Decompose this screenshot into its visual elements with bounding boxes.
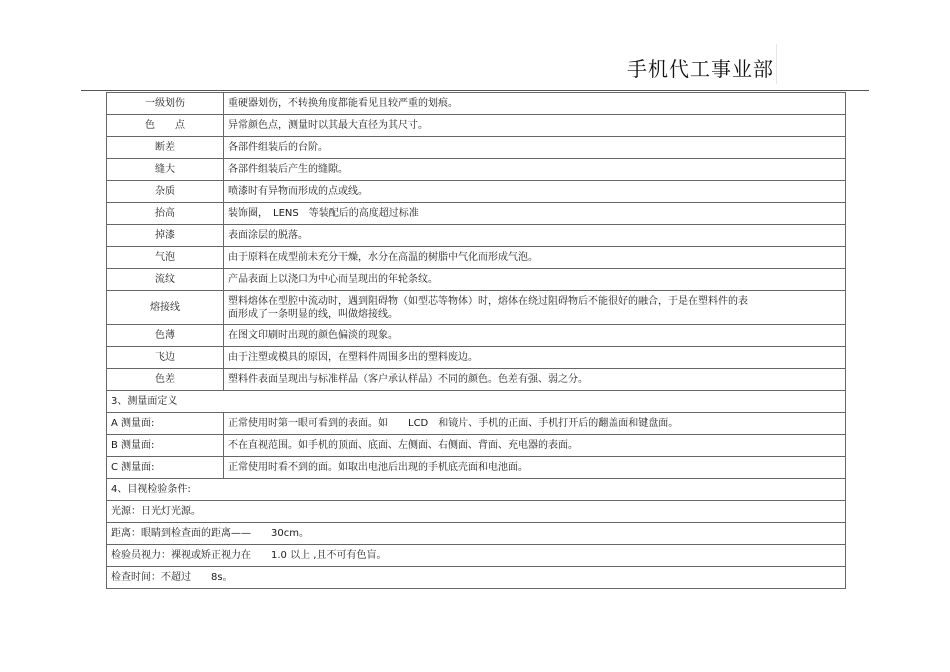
surface-definition: 不在直视范围。如手机的顶面、底面、左侧面、右侧面、背面、充电器的表面。 [224,435,846,457]
defect-definition: 重硬器划伤，不转换角度都能看见且较严重的划痕。 [224,93,846,115]
table-row [107,325,846,347]
definition-line: 塑料熔体在型腔中流动时，遇到阻碍物（如型芯等物体）时，熔体在绕过阻碍物后不能很好的融合，于是在塑料件的表 [228,295,748,307]
section-heading: 3、测量面定义 [107,391,846,413]
section-heading-row [107,479,846,501]
defect-definition: 由于原料在成型前未充分干燥，水分在高温的树脂中气化而形成气泡。 [224,247,846,269]
defect-definition: 产品表面上以浇口为中心而呈现出的年轮条纹。 [224,269,846,291]
defect-term: 抬高 [107,203,224,225]
defect-term: 杂质 [107,181,224,203]
defect-definition: 表面涂层的脱落。 [224,225,846,247]
defect-definition: 异常颜色点，测量时以其最大直径为其尺寸。 [224,115,846,137]
condition-line: 距离：眼睛到检查面的距离—— 30cm。 [107,523,846,545]
section-heading: 4、目视检验条件: [107,479,846,501]
surface-label: C 测量面: [107,457,224,479]
table-row [107,291,846,325]
table-row [107,435,846,457]
header-divider [776,44,777,84]
definition-line: 面形成了一条明显的线，叫做熔接线。 [228,308,398,320]
table-row [107,181,846,203]
defect-term: 一级划伤 [107,93,224,115]
table-row [107,347,846,369]
defect-term: 熔接线 [107,291,224,325]
table-row [107,203,846,225]
table-row [107,225,846,247]
defect-definition: 各部件组装后产生的缝隙。 [224,159,846,181]
table-row [107,545,846,567]
defect-definition: 在图文印刷时出现的颜色偏淡的现象。 [224,325,846,347]
table-row [107,501,846,523]
table-row [107,369,846,391]
defect-term: 色薄 [107,325,224,347]
defect-term: 气泡 [107,247,224,269]
section-heading-row [107,391,846,413]
defect-term: 掉漆 [107,225,224,247]
inspection-spec-table [106,92,846,589]
table-row [107,457,846,479]
table-row [107,137,846,159]
table-row [107,269,846,291]
table-row [107,115,846,137]
table-row [107,93,846,115]
header-rule [81,90,869,91]
surface-label: B 测量面: [107,435,224,457]
table-row [107,523,846,545]
table-row [107,247,846,269]
defect-term: 色 点 [107,115,224,137]
defect-definition: 各部件组装后的台阶。 [224,137,846,159]
defect-term: 色差 [107,369,224,391]
condition-line: 检验员视力：裸视或矫正视力在 1.0 以上 ,且不可有色盲。 [107,545,846,567]
surface-label: A 测量面: [107,413,224,435]
page-header-title: 手机代工事业部 [627,57,774,81]
surface-definition: 正常使用时看不到的面。如取出电池后出现的手机底壳面和电池面。 [224,457,846,479]
defect-definition: 塑料件表面呈现出与标准样品（客户承认样品）不同的颜色。色差有强、弱之分。 [224,369,846,391]
defect-term: 缝大 [107,159,224,181]
condition-line: 光源：日光灯光源。 [107,501,846,523]
surface-definition: 正常使用时第一眼可看到的表面。如 LCD 和镜片、手机的正面、手机打开后的翻盖面和键盘面。 [224,413,846,435]
condition-line: 检查时间：不超过 8s。 [107,567,846,589]
defect-definition [224,291,846,325]
table-row [107,413,846,435]
table-row [107,567,846,589]
defect-term: 断差 [107,137,224,159]
defect-definition: 由于注塑或模具的原因，在塑料件周围多出的塑料废边。 [224,347,846,369]
defect-term: 飞边 [107,347,224,369]
defect-definition: 喷漆时有异物而形成的点或线。 [224,181,846,203]
defect-term: 流纹 [107,269,224,291]
table-row [107,159,846,181]
defect-definition: 装饰圈， LENS 等装配后的高度超过标准 [224,203,846,225]
